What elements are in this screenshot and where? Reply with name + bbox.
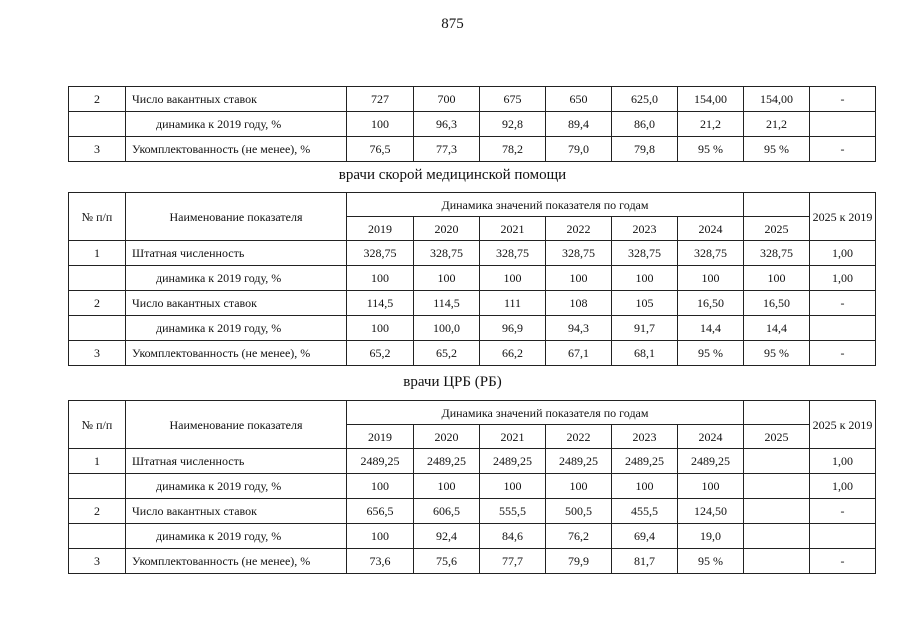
year-value-cell: 100 [347,524,414,549]
indicator-name-cell: динамика к 2019 году, % [126,474,347,499]
year-value-cell: 675 [480,87,546,112]
ratio-cell: 1,00 [810,474,876,499]
ambulance-doctors-table [68,192,876,366]
indicator-name-cell: Число вакантных ставок [126,291,347,316]
year-value-cell: 124,50 [678,499,744,524]
column-header-indicator: Наименование показателя [126,193,347,241]
page-number: 875 [441,16,464,32]
year-header: 2025 [744,217,810,241]
row-number-cell: 1 [69,241,126,266]
year-value-cell: 105 [612,291,678,316]
year-value-cell: 69,4 [612,524,678,549]
row-number-cell: 2 [69,291,126,316]
year-value-cell: 328,75 [480,241,546,266]
row-number-cell [69,112,126,137]
year-value-cell: 92,4 [414,524,480,549]
year-value-cell: 108 [546,291,612,316]
row-number-cell [69,266,126,291]
year-value-cell: 2489,25 [546,449,612,474]
year-value-cell: 650 [546,87,612,112]
year-value-cell: 14,4 [744,316,810,341]
ratio-cell: - [810,87,876,112]
year-value-cell: 67,1 [546,341,612,366]
year-value-cell: 94,3 [546,316,612,341]
year-value-cell [744,524,810,549]
table-row [69,499,876,524]
indicator-name-cell: Укомплектованность (не менее), % [126,137,347,162]
year-value-cell: 73,6 [347,549,414,574]
year-value-cell: 100 [546,474,612,499]
staffing-table-continued [68,86,876,162]
section-title-crh: врачи ЦРБ (РБ) [403,374,502,390]
year-value-cell: 455,5 [612,499,678,524]
year-value-cell: 84,6 [480,524,546,549]
crh-doctors-table [68,400,876,574]
year-value-cell: 77,3 [414,137,480,162]
table-row [69,241,876,266]
column-header-indicator: Наименование показателя [126,401,347,449]
indicator-name-cell: динамика к 2019 году, % [126,316,347,341]
indicator-name-cell: Число вакантных ставок [126,499,347,524]
year-value-cell: 65,2 [414,341,480,366]
column-header-blank [744,401,810,425]
year-value-cell: 96,3 [414,112,480,137]
table-row [69,474,876,499]
year-value-cell: 77,7 [480,549,546,574]
year-value-cell: 606,5 [414,499,480,524]
row-number-cell [69,524,126,549]
table-row [69,87,876,112]
indicator-name-cell: Число вакантных ставок [126,87,347,112]
year-header: 2021 [480,217,546,241]
table-row [69,549,876,574]
year-value-cell: 700 [414,87,480,112]
table-row [69,524,876,549]
column-header-ratio: 2025 к 2019 [810,193,876,241]
year-header: 2019 [347,217,414,241]
table-row [69,112,876,137]
year-header: 2022 [546,217,612,241]
table-row [69,316,876,341]
year-value-cell: 100 [480,474,546,499]
ratio-cell: - [810,137,876,162]
year-value-cell: 2489,25 [678,449,744,474]
year-value-cell [744,474,810,499]
ratio-cell: 1,00 [810,241,876,266]
year-value-cell: 111 [480,291,546,316]
year-value-cell: 328,75 [347,241,414,266]
year-header: 2023 [612,217,678,241]
row-number-cell: 3 [69,341,126,366]
year-value-cell: 16,50 [678,291,744,316]
year-value-cell: 95 % [678,341,744,366]
row-number-cell: 2 [69,87,126,112]
year-value-cell: 95 % [678,137,744,162]
year-value-cell: 100 [480,266,546,291]
year-value-cell: 727 [347,87,414,112]
year-value-cell: 79,8 [612,137,678,162]
row-number-cell [69,316,126,341]
table-row [69,291,876,316]
ratio-cell [810,524,876,549]
year-header: 2021 [480,425,546,449]
year-header: 2020 [414,425,480,449]
year-header: 2019 [347,425,414,449]
year-value-cell: 100 [414,474,480,499]
year-value-cell: 328,75 [414,241,480,266]
year-value-cell: 21,2 [678,112,744,137]
table-row [69,266,876,291]
year-header: 2024 [678,425,744,449]
year-value-cell: 86,0 [612,112,678,137]
year-header: 2020 [414,217,480,241]
indicator-name-cell: динамика к 2019 году, % [126,112,347,137]
table-row [69,341,876,366]
year-value-cell: 96,9 [480,316,546,341]
year-value-cell: 100 [612,266,678,291]
year-value-cell: 16,50 [744,291,810,316]
year-value-cell: 95 % [744,341,810,366]
ratio-cell: 1,00 [810,449,876,474]
ratio-cell: - [810,341,876,366]
indicator-name-cell: Укомплектованность (не менее), % [126,549,347,574]
year-value-cell: 154,00 [744,87,810,112]
year-value-cell: 65,2 [347,341,414,366]
row-number-cell: 3 [69,549,126,574]
section-title-ambulance: врачи скорой медицинской помощи [338,167,567,183]
year-value-cell: 89,4 [546,112,612,137]
year-value-cell: 2489,25 [612,449,678,474]
row-number-cell: 3 [69,137,126,162]
year-value-cell: 656,5 [347,499,414,524]
column-header-number: № п/п [69,193,126,241]
year-value-cell: 95 % [678,549,744,574]
row-number-cell: 2 [69,499,126,524]
year-value-cell: 100 [546,266,612,291]
ratio-cell: - [810,499,876,524]
indicator-name-cell: динамика к 2019 году, % [126,266,347,291]
ratio-cell: - [810,549,876,574]
column-header-ratio: 2025 к 2019 [810,401,876,449]
year-value-cell: 154,00 [678,87,744,112]
ratio-cell: 1,00 [810,266,876,291]
year-header: 2023 [612,425,678,449]
year-value-cell: 14,4 [678,316,744,341]
year-value-cell: 100,0 [414,316,480,341]
year-value-cell: 19,0 [678,524,744,549]
year-value-cell: 114,5 [347,291,414,316]
year-value-cell: 100 [744,266,810,291]
indicator-name-cell: Штатная численность [126,449,347,474]
year-header: 2024 [678,217,744,241]
year-value-cell: 625,0 [612,87,678,112]
year-value-cell: 100 [347,474,414,499]
ratio-cell [810,316,876,341]
year-value-cell: 100 [347,266,414,291]
ratio-cell [810,112,876,137]
year-value-cell: 100 [347,316,414,341]
year-value-cell: 100 [678,474,744,499]
year-value-cell: 76,2 [546,524,612,549]
year-value-cell: 75,6 [414,549,480,574]
year-header: 2022 [546,425,612,449]
year-value-cell: 328,75 [744,241,810,266]
year-value-cell: 2489,25 [414,449,480,474]
year-value-cell: 78,2 [480,137,546,162]
row-number-cell: 1 [69,449,126,474]
year-value-cell: 100 [678,266,744,291]
row-number-cell [69,474,126,499]
column-header-number: № п/п [69,401,126,449]
year-value-cell: 100 [612,474,678,499]
year-value-cell [744,449,810,474]
year-value-cell: 21,2 [744,112,810,137]
indicator-name-cell: динамика к 2019 году, % [126,524,347,549]
year-value-cell: 76,5 [347,137,414,162]
year-value-cell: 2489,25 [480,449,546,474]
year-value-cell: 91,7 [612,316,678,341]
table-row [69,137,876,162]
column-header-dynamics: Динамика значений показателя по годам [347,401,744,425]
year-value-cell: 95 % [744,137,810,162]
year-value-cell: 81,7 [612,549,678,574]
ratio-cell: - [810,291,876,316]
year-value-cell [744,549,810,574]
year-value-cell: 66,2 [480,341,546,366]
table-row [69,449,876,474]
year-value-cell: 92,8 [480,112,546,137]
year-value-cell: 328,75 [678,241,744,266]
year-value-cell: 100 [414,266,480,291]
year-value-cell: 114,5 [414,291,480,316]
column-header-dynamics: Динамика значений показателя по годам [347,193,744,217]
year-value-cell: 328,75 [612,241,678,266]
year-value-cell: 500,5 [546,499,612,524]
column-header-blank [744,193,810,217]
year-value-cell: 79,0 [546,137,612,162]
year-value-cell [744,499,810,524]
year-header: 2025 [744,425,810,449]
year-value-cell: 328,75 [546,241,612,266]
year-value-cell: 79,9 [546,549,612,574]
indicator-name-cell: Укомплектованность (не менее), % [126,341,347,366]
indicator-name-cell: Штатная численность [126,241,347,266]
year-value-cell: 68,1 [612,341,678,366]
year-value-cell: 100 [347,112,414,137]
year-value-cell: 555,5 [480,499,546,524]
year-value-cell: 2489,25 [347,449,414,474]
